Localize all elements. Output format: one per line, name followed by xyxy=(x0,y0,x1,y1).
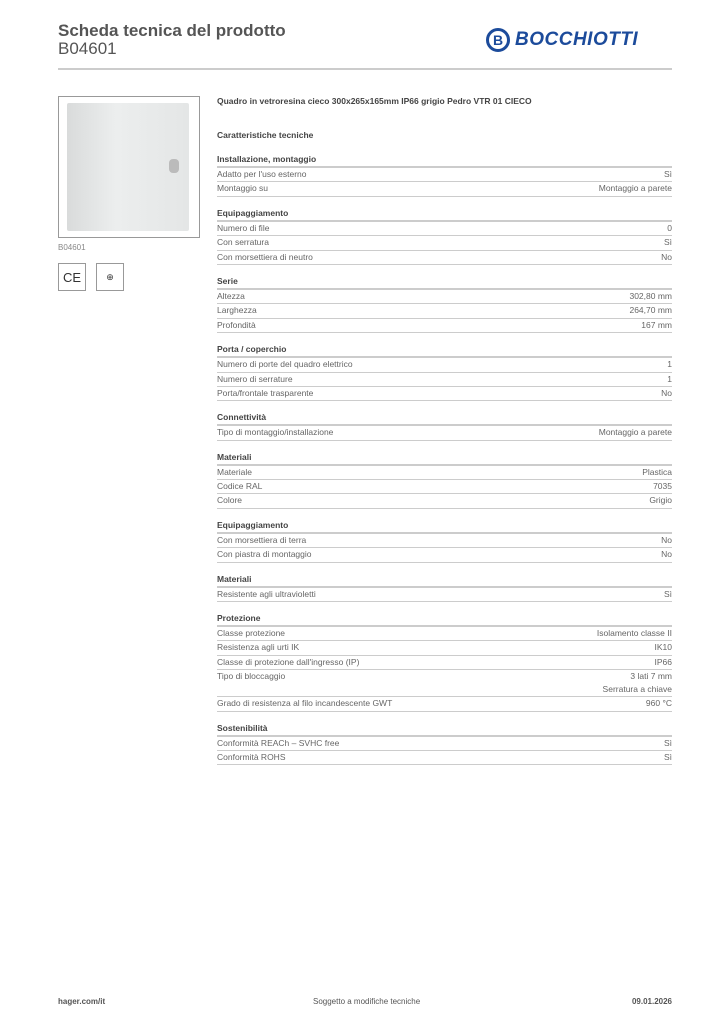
spec-value: Plastica xyxy=(642,466,672,477)
certification-icon: ⊕ xyxy=(96,263,124,291)
spec-row xyxy=(217,222,672,236)
spec-row xyxy=(217,373,672,387)
spec-value: No xyxy=(661,251,672,262)
section-title: Equipaggiamento xyxy=(217,519,672,534)
spec-value: Sì xyxy=(663,169,672,179)
spec-row xyxy=(217,751,672,765)
spec-row xyxy=(217,697,672,711)
spec-row xyxy=(217,737,672,751)
spec-row xyxy=(217,358,672,372)
spec-row xyxy=(217,251,672,265)
spec-value: IP66 xyxy=(654,656,672,667)
spec-value: Isolamento classe II xyxy=(596,628,672,639)
spec-value: 302,80 mm xyxy=(629,290,672,301)
spec-value: Sì xyxy=(663,737,672,748)
product-description: Quadro in vetroresina cieco 300x265x165mm IP66 grigio Pedro VTR 01 CIECO xyxy=(217,96,532,106)
spec-value: Montaggio a parete xyxy=(598,183,672,194)
spec-row xyxy=(217,168,672,182)
spec-label: Montaggio su xyxy=(217,183,269,194)
spec-value: 0 xyxy=(667,222,672,233)
spec-label: Colore xyxy=(217,495,243,506)
spec-label: Profondità xyxy=(217,319,256,330)
spec-label: Numero di file xyxy=(217,222,270,233)
spec-label: Con piastra di montaggio xyxy=(217,549,312,560)
spec-label: Porta/frontale trasparente xyxy=(217,387,314,398)
spec-value: 1 xyxy=(667,373,672,384)
spec-section xyxy=(217,153,672,197)
spec-value: IK10 xyxy=(654,642,672,653)
spec-label: Con morsettiera di terra xyxy=(217,534,307,545)
section-title: Serie xyxy=(217,275,672,290)
spec-label: Materiale xyxy=(217,466,252,477)
spec-section xyxy=(217,451,672,509)
spec-section xyxy=(217,343,672,401)
header-divider xyxy=(58,68,672,70)
footer-website: hager.com/it xyxy=(58,997,106,1006)
spec-section xyxy=(217,722,672,766)
spec-row xyxy=(217,670,672,697)
spec-label: Conformità ROHS xyxy=(217,751,286,762)
spec-label: Grado di resistenza al filo incandescente GWT xyxy=(217,698,393,709)
spec-row xyxy=(217,494,672,508)
spec-label: Codice RAL xyxy=(217,481,263,492)
spec-value: No xyxy=(661,387,672,398)
spec-row xyxy=(217,466,672,480)
spec-row xyxy=(217,304,672,318)
spec-row xyxy=(217,548,672,562)
spec-value: Montaggio a parete xyxy=(598,427,672,438)
section-title: Installazione, montaggio xyxy=(217,153,672,168)
spec-label: Larghezza xyxy=(217,305,257,316)
spec-section xyxy=(217,612,672,712)
spec-label: Adatto per l'uso esterno xyxy=(217,169,307,179)
spec-value: 3 lati 7 mm Serratura a chiave xyxy=(602,671,672,695)
spec-row xyxy=(217,588,672,602)
spec-section xyxy=(217,207,672,265)
brand-name: BOCCHIOTTI xyxy=(515,29,639,50)
specs xyxy=(217,96,672,765)
footer-note: Soggetto a modifiche tecniche xyxy=(313,997,421,1006)
spec-value: Sì xyxy=(663,751,672,762)
spec-row xyxy=(217,387,672,401)
spec-value: 264,70 mm xyxy=(629,305,672,316)
spec-value: No xyxy=(661,534,672,545)
page-title: Scheda tecnica del prodotto xyxy=(58,21,286,40)
section-title: Protezione xyxy=(217,612,672,627)
spec-row xyxy=(217,656,672,670)
spec-row xyxy=(217,534,672,548)
ce-mark-icon: CE xyxy=(58,263,86,291)
spec-value: 167 mm xyxy=(641,319,672,330)
spec-label: Altezza xyxy=(217,290,245,301)
spec-label: Conformità REACh – SVHC free xyxy=(217,737,340,748)
spec-row xyxy=(217,236,672,250)
section-title: Porta / coperchio xyxy=(217,343,672,358)
spec-section xyxy=(217,573,672,602)
spec-row xyxy=(217,480,672,494)
spec-value: Sì xyxy=(663,588,672,599)
spec-row xyxy=(217,641,672,655)
section-title: Equipaggiamento xyxy=(217,207,672,222)
image-code: B04601 xyxy=(58,243,86,252)
spec-label: Tipo di bloccaggio xyxy=(217,671,286,682)
spec-value: 960 °C xyxy=(645,698,672,709)
spec-row xyxy=(217,182,672,196)
specs-title: Caratteristiche tecniche xyxy=(217,130,314,140)
spec-value: Sì xyxy=(663,237,672,248)
brand-logo xyxy=(486,28,638,52)
spec-value: 1 xyxy=(667,359,672,370)
spec-value: Grigio xyxy=(649,495,672,506)
spec-label: Classe protezione xyxy=(217,628,286,639)
spec-section xyxy=(217,411,672,440)
spec-row xyxy=(217,627,672,641)
spec-value: No xyxy=(661,549,672,560)
footer-date: 09.01.2026 xyxy=(631,997,672,1006)
spec-label: Resistente agli ultravioletti xyxy=(217,588,316,599)
brand-logo-icon: B xyxy=(486,28,510,52)
spec-row xyxy=(217,426,672,440)
section-title: Sostenibilità xyxy=(217,722,672,737)
product-code: B04601 xyxy=(58,39,117,58)
section-title: Connettività xyxy=(217,411,672,426)
spec-label: Tipo di montaggio/installazione xyxy=(217,427,334,438)
product-image xyxy=(58,96,200,238)
spec-value: 7035 xyxy=(653,481,672,492)
spec-label: Con serratura xyxy=(217,237,269,248)
spec-label: Numero di porte del quadro elettrico xyxy=(217,359,353,370)
spec-label: Resistenza agli urti IK xyxy=(217,642,300,653)
section-title: Materiali xyxy=(217,573,672,588)
spec-row xyxy=(217,319,672,333)
spec-section xyxy=(217,519,672,563)
spec-label: Classe di protezione dall'ingresso (IP) xyxy=(217,656,360,667)
section-title: Materiali xyxy=(217,451,672,466)
spec-label: Numero di serrature xyxy=(217,373,293,384)
spec-section xyxy=(217,275,672,333)
spec-label: Con morsettiera di neutro xyxy=(217,251,313,262)
spec-row xyxy=(217,290,672,304)
